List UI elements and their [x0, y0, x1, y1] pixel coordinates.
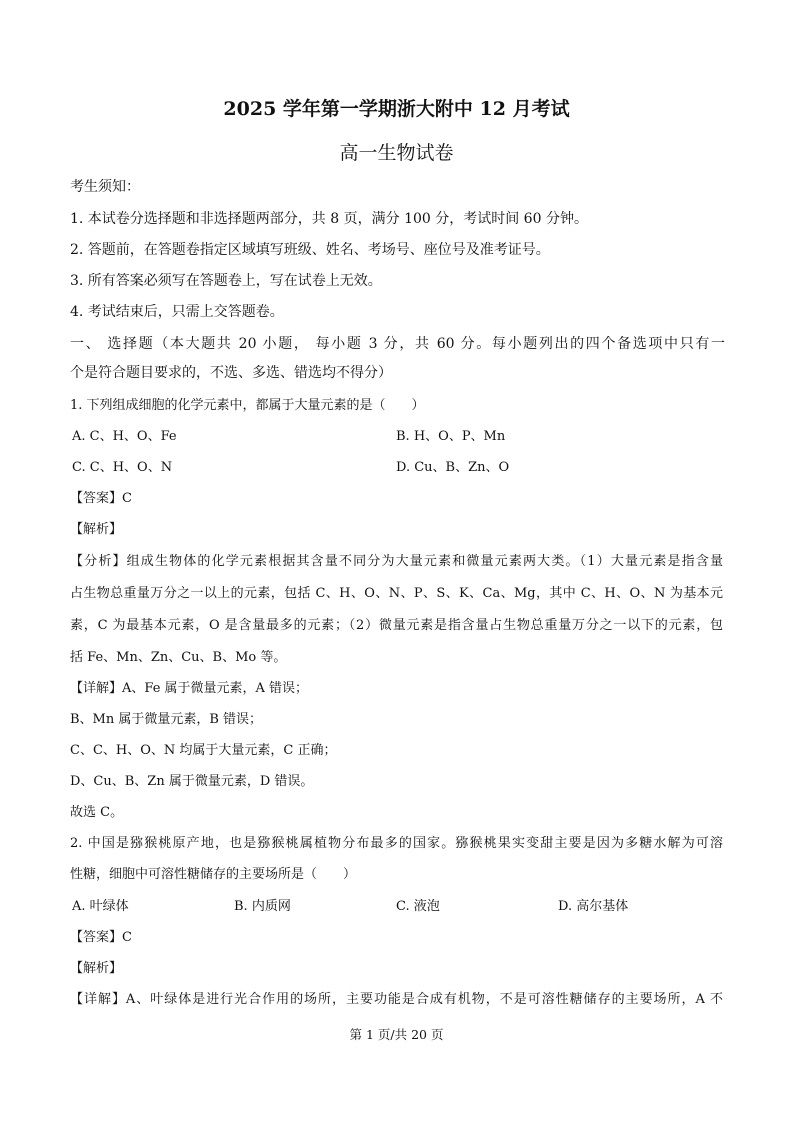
question-1-analysis-line-1: 【分析】组成生物体的化学元素根据其含量不同分为大量元素和微量元素两大类。（1）大量元素是指含量 [70, 554, 723, 569]
question-1-conclusion: 故选 C。 [70, 805, 124, 820]
question-2-stem-line-1: 2. 中国是猕猴桃原产地，也是猕猴桃属植物分布最多的国家。猕猴桃果实变甜主要是因为多糖水解为可溶 [70, 836, 723, 851]
question-1-option-c: C. C、H、O、N [72, 460, 173, 475]
section-heading-line-1: 一、 选择题（本大题共 20 小题， 每小题 3 分，共 60 分。每小题列出的四个备选项中只有一 [70, 336, 725, 352]
question-1-analysis-line-3: 素，C 为最基本元素，O 是含量最多的元素；（2）微量元素是指含量占生物总重量万分之一以下的元素，包 [70, 618, 723, 633]
question-1-detail-line-1: 【详解】A、Fe 属于微量元素，A 错误； [70, 681, 309, 696]
question-1-stem: 1. 下列组成细胞的化学元素中，都属于大量元素的是（ ） [70, 398, 425, 413]
notice-item-4: 4. 考试结束后，只需上交答题卷。 [70, 304, 284, 320]
question-2-analysis-label: 【解析】 [70, 961, 123, 976]
page-subtitle: 高一生物试卷 [339, 142, 454, 164]
notice-item-1: 1. 本试卷分选择题和非选择题两部分，共 8 页，满分 100 分，考试时间 60 分钟。 [70, 211, 588, 227]
question-2-option-a: A. 叶绿体 [72, 899, 129, 914]
question-1-answer: 【答案】C [70, 491, 132, 506]
notice-heading: 考生须知： [70, 179, 140, 195]
question-2-option-d: D. 高尔基体 [558, 899, 629, 914]
question-1-analysis-line-4: 括 Fe、Mn、Zn、Cu、B、Mo 等。 [70, 650, 287, 665]
section-heading-line-2: 个是符合题目要求的，不选、多选、错选均不得分） [70, 365, 392, 381]
question-2-answer: 【答案】C [70, 930, 132, 945]
page-footer: 第 1 页/共 20 页 [349, 1027, 444, 1042]
page-title: 2025 学年第一学期浙大附中 12 月考试 [223, 98, 570, 120]
question-1-option-b: B. H、O、P、Mn [396, 429, 506, 444]
question-1-detail-line-3: C、C、H、O、N 均属于大量元素，C 正确； [70, 743, 337, 758]
question-1-analysis-line-2: 占生物总重量万分之一以上的元素，包括 C、H、O、N、P、S、K、Ca、Mg，其中 C、H、O、N 为基本元 [70, 586, 723, 601]
question-1-detail-line-4: D、Cu、B、Zn 属于微量元素，D 错误。 [70, 774, 314, 789]
notice-item-2: 2. 答题前，在答题卷指定区域填写班级、姓名、考场号、座位号及准考证号。 [70, 242, 550, 258]
question-2-stem-line-2: 性糖，细胞中可溶性糖储存的主要场所是（ ） [70, 867, 357, 882]
question-1-analysis-label: 【解析】 [70, 522, 123, 537]
question-1-option-a: A. C、H、O、Fe [72, 429, 177, 444]
notice-item-3: 3. 所有答案必须写在答题卷上，写在试卷上无效。 [70, 273, 382, 289]
question-2-option-b: B. 内质网 [234, 899, 291, 914]
question-2-detail-line-1: 【详解】A、叶绿体是进行光合作用的场所，主要功能是合成有机物，不是可溶性糖储存的主要场所，A 不 [70, 992, 723, 1007]
question-2-option-c: C. 液泡 [396, 899, 440, 914]
question-1-detail-line-2: B、Mn 属于微量元素，B 错误； [70, 712, 263, 727]
question-1-option-d: D. Cu、B、Zn、O [396, 460, 510, 475]
